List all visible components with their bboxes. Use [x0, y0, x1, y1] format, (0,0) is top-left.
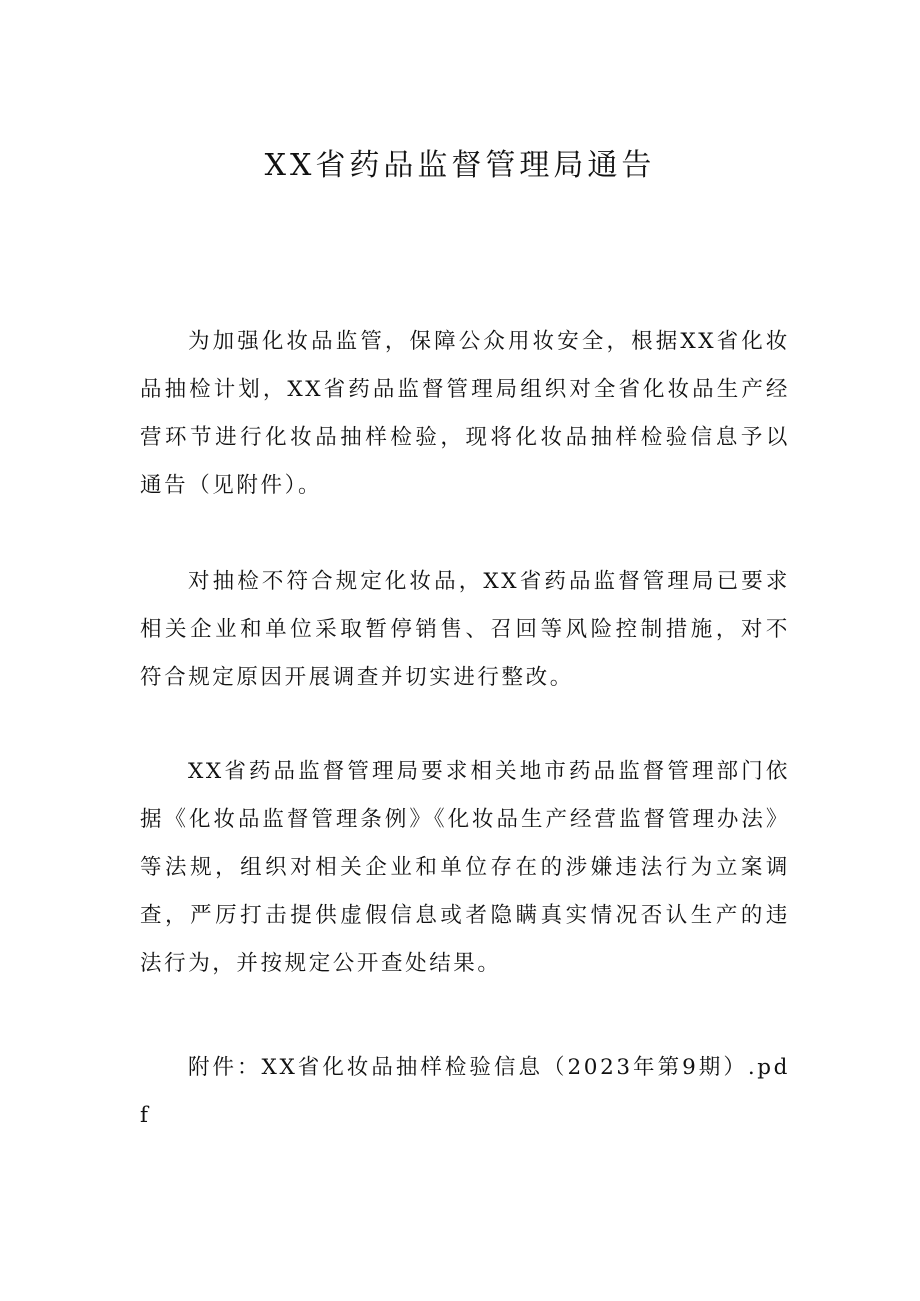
paragraph-sampling-notice: 为加强化妆品监管，保障公众用妆安全，根据XX省化妆品抽检计划，XX省药品监督管理局组织对全省化妆品生产经营环节进行化妆品抽样检验，现将化妆品抽样检验信息予以通告（见附件）。 — [140, 329, 790, 498]
paragraph-investigation: XX省药品监督管理局要求相关地市药品监督管理部门依据《化妆品监督管理条例》《化妆品生产经营监督管理办法》等法规，组织对相关企业和单位存在的涉嫌违法行为立案调查，严厉打击提供虚假信息或者隐瞒真实情况否认生产的违法行为，并按规定公开查处结果。 — [140, 759, 790, 976]
attachment-link[interactable]: 附件：XX省化妆品抽样检验信息（2023年第9期）.pdf — [140, 1055, 790, 1128]
document-title: XX省药品监督管理局通告 — [264, 148, 656, 183]
paragraph-risk-control: 对抽检不符合规定化妆品，XX省药品监督管理局已要求相关企业和单位采取暂停销售、召回等风险控制措施，对不符合规定原因开展调查并切实进行整改。 — [140, 569, 790, 690]
